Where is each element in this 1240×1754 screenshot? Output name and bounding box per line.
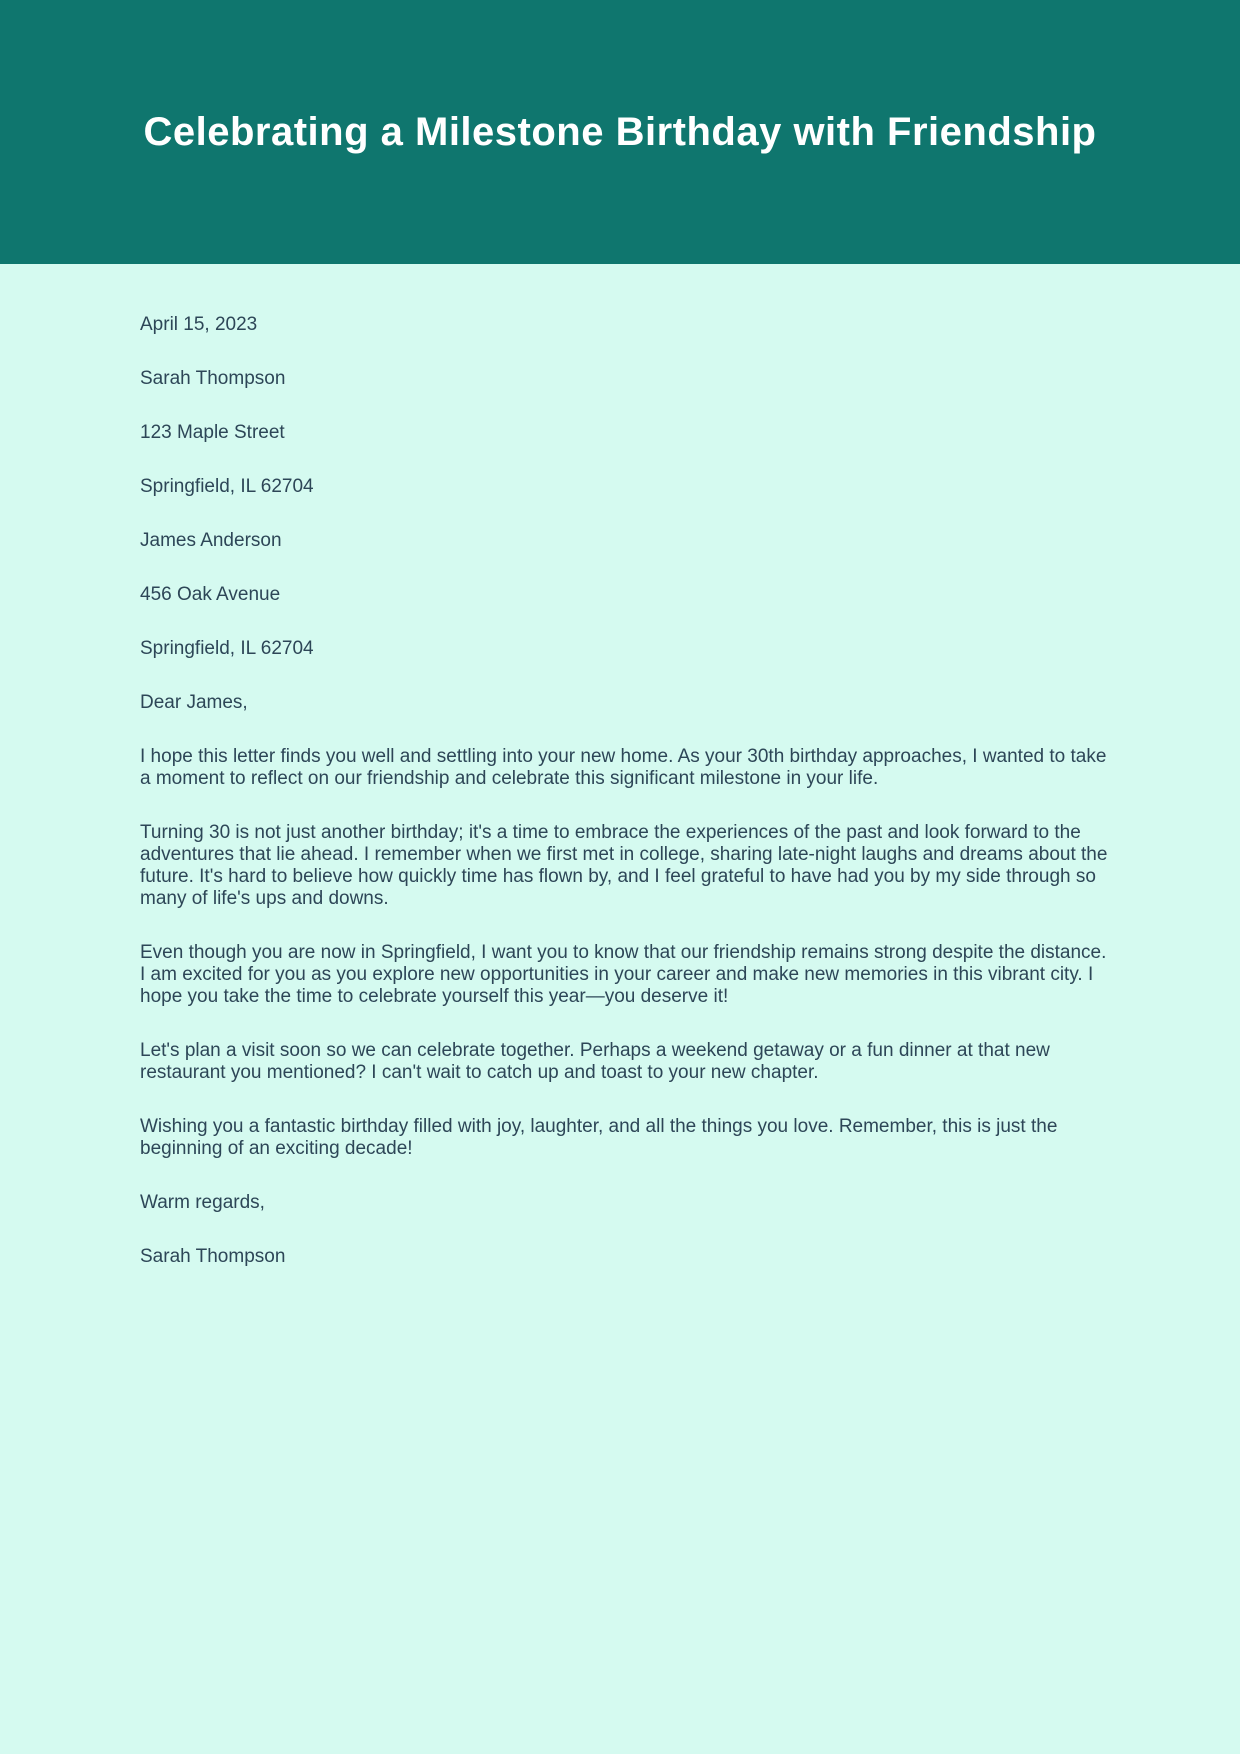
- letter-paragraph: Wishing you a fantastic birthday filled with joy, laughter, and all the things you love. Remember, this is just the beginning of an exciting decade!: [140, 1116, 1058, 1159]
- recipient-city: Springfield, IL 62704: [140, 638, 314, 659]
- sender-name: Sarah Thompson: [140, 368, 286, 389]
- letter-paragraph: Turning 30 is not just another birthday; it's a time to embrace the experiences of the past and look forward to the adventures that lie ahead. I remember when we first met in college, sharing late-night laughs and dreams about the future. It's hard to believe how quickly time has flown by, and I feel grateful to have had you by my side through so many of life's ups and downs.: [140, 822, 1108, 909]
- letter-paragraph: Even though you are now in Springfield, I want you to know that our friendship remains strong despite the distance. I am excited for you as you explore new opportunities in your career and make new memories in this vibrant city. I hope you take the time to celebrate yourself this year—you deserve it!: [140, 942, 1107, 1007]
- page-title: Celebrating a Milestone Birthday with Friendship: [143, 109, 1097, 154]
- letter-paragraph: Let's plan a visit soon so we can celebrate together. Perhaps a weekend getaway or a fun dinner at that new restaurant you mentioned? I can't wait to catch up and toast to your new chapter.: [140, 1040, 1050, 1083]
- closing: Warm regards,: [140, 1192, 265, 1213]
- salutation: Dear James,: [140, 692, 248, 713]
- recipient-name: James Anderson: [140, 530, 282, 551]
- recipient-street: 456 Oak Avenue: [140, 584, 281, 605]
- signature-name: Sarah Thompson: [140, 1246, 286, 1267]
- page-header: [0, 0, 1240, 264]
- letter-body: [0, 264, 1240, 1754]
- sender-street: 123 Maple Street: [140, 422, 285, 443]
- sender-city: Springfield, IL 62704: [140, 476, 314, 497]
- date-line: April 15, 2023: [140, 314, 258, 335]
- letter-paragraph: I hope this letter finds you well and settling into your new home. As your 30th birthday approaches, I wanted to take a moment to reflect on our friendship and celebrate this significant milestone in your life.: [140, 746, 1107, 789]
